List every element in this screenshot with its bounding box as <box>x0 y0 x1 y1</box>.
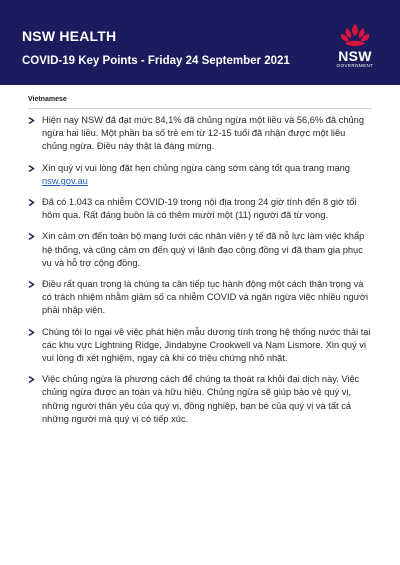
list-item <box>28 230 372 270</box>
list-item <box>28 373 372 426</box>
chevron-bullet-icon <box>28 117 35 124</box>
point-text: Chúng tôi lo ngại về việc phát hiện mẫu dương tính trong hệ thống nước thải tại các khu vực Lightning Ridge, Jindabyne Crookwell và Nam Lismore. Xin quý vị vui lòng đi xét nghiệm, ngay cả khi có triệu chứng nhỏ nhặt. <box>42 326 371 364</box>
chevron-bullet-icon <box>28 233 35 240</box>
nsw-gov-link[interactable]: nsw.gov.au <box>42 175 88 186</box>
page-header <box>0 0 400 85</box>
key-points-list <box>28 114 372 434</box>
waratah-icon <box>338 22 372 48</box>
language-label: Vietnamese <box>28 96 67 103</box>
header-subtitle: COVID-19 Key Points - Friday 24 September 2021 <box>22 55 290 67</box>
point-text: Xin cảm ơn đến toàn bộ mạng lưới các nhân viên y tế đã nỗ lực làm việc khẩp hệ thống, và cũng cảm ơn đến quý vị lãnh đạo cộng đồng vì đã tham gia phục vụ và hỗ trợ cộng đồng. <box>42 231 365 268</box>
point-text: Điều rất quan trọng là chúng ta cần tiếp tục hành động một cách thận trọng và có trách nhiệm nhằm giảm số ca nhiễm COVID và ngăn ngừa việc nhiều người phải nhập viện. <box>42 279 369 316</box>
chevron-bullet-icon <box>28 329 35 336</box>
chevron-bullet-icon <box>28 281 35 288</box>
list-item <box>28 326 372 366</box>
point-text: Hiện nay NSW đã đạt mức 84,1% đã chủng ngừa một liều và 56,6% đã chủng ngừa hai liều. Một phần ba số trẻ em từ 12-15 tuổi đã nhận được một liều chủng ngừa. Điều này thật là đáng mừng. <box>42 115 365 152</box>
chevron-bullet-icon <box>28 165 35 172</box>
list-item <box>28 162 372 188</box>
chevron-bullet-icon <box>28 376 35 383</box>
list-item <box>28 114 372 154</box>
nsw-government-logo <box>332 22 378 74</box>
chevron-bullet-icon <box>28 199 35 206</box>
list-item <box>28 278 372 318</box>
point-text: Xin quý vị vui lòng đặt hẹn chủng ngừa càng sớm càng tốt qua trang mạng <box>42 162 350 173</box>
logo-government-text: GOVERNMENT <box>336 63 374 68</box>
list-item <box>28 196 372 222</box>
divider <box>28 108 372 109</box>
point-text: Việc chủng ngừa là phương cách để chúng ta thoát ra khỏi đại dịch này. Việc chủng ngừa được an toàn và hữu hiệu. Chủng ngừa sẽ giúp bảo vệ quý vị, những người thân yêu của quý vị, đồng nghiệp, bạn bè của quý vị và tất cả những người mà quý vị có tiếp xúc. <box>42 374 360 424</box>
logo-wordmark: NSW <box>338 48 372 64</box>
point-text: Đã có 1.043 ca nhiễm COVID-19 trong nội địa trong 24 giờ tính đến 8 giờ tối hôm qua. Rất đáng buồn là có thêm mười một (11) người đã từ vong. <box>42 197 357 221</box>
header-title: NSW HEALTH <box>22 28 117 44</box>
